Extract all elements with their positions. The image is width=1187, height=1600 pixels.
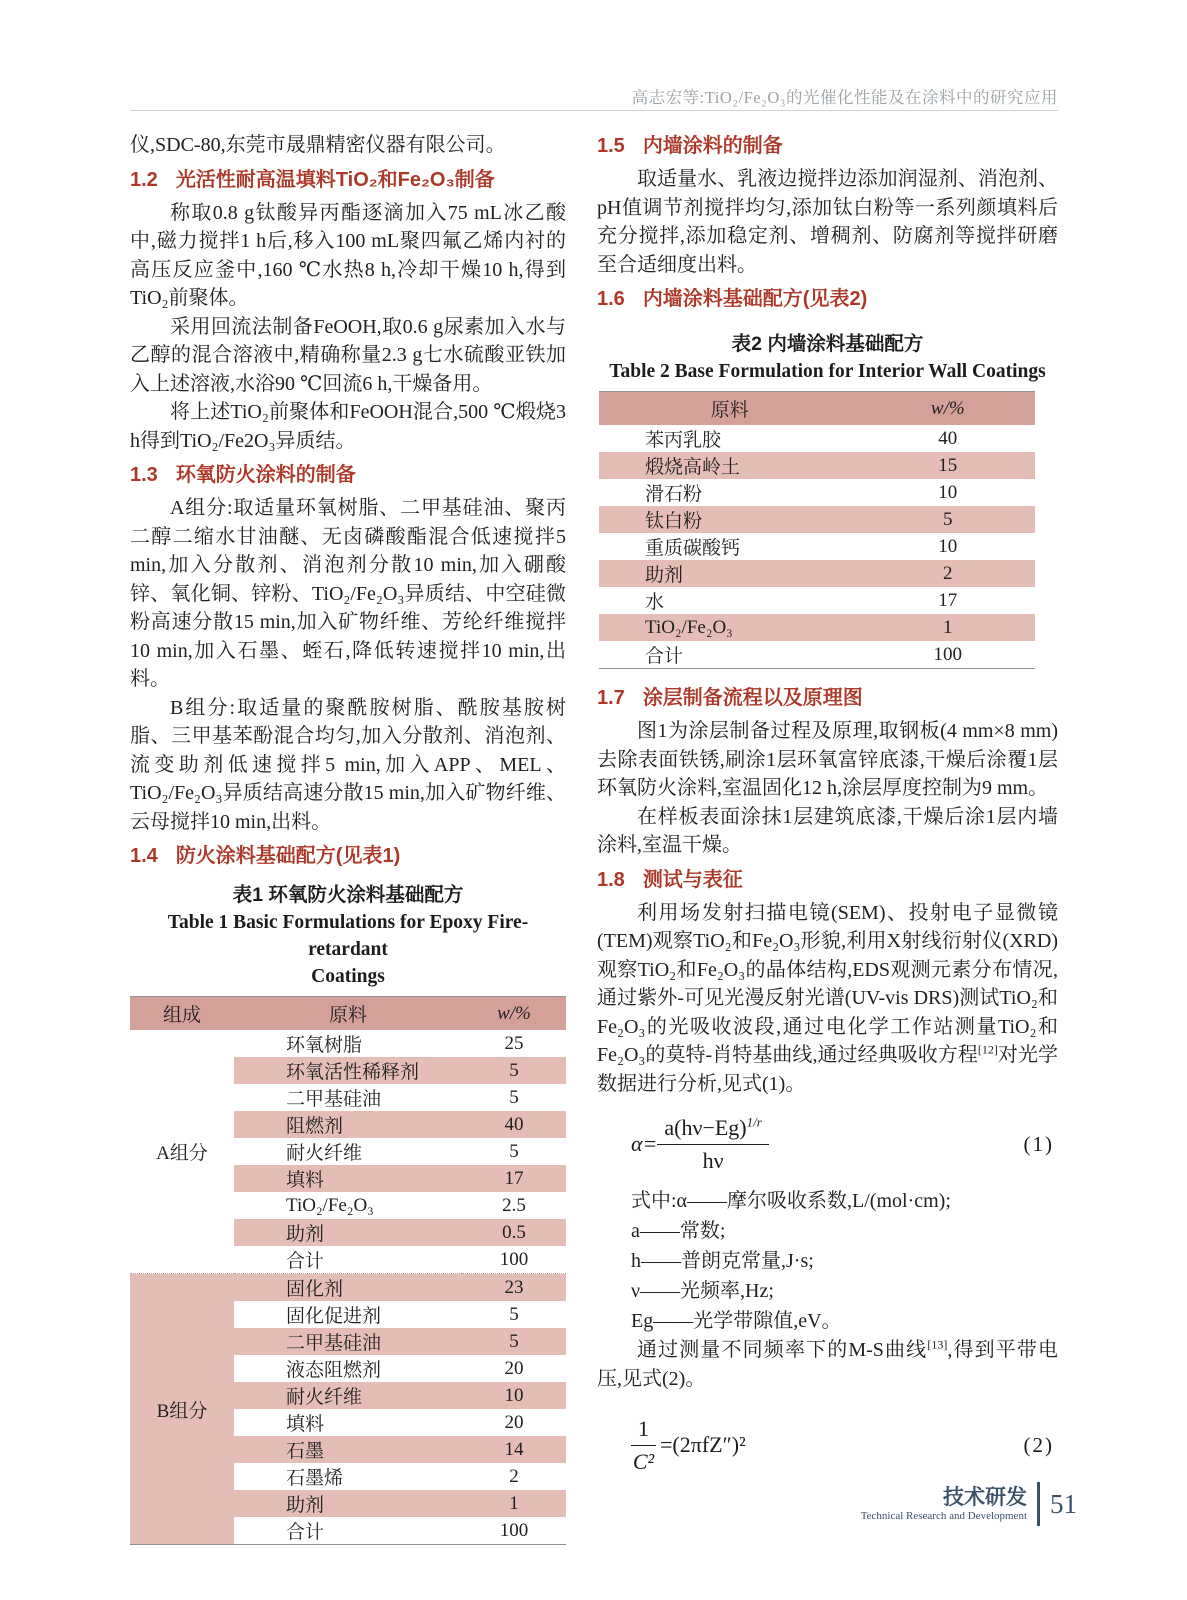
table-cell: 2: [509, 1465, 519, 1487]
table-cell: 5: [462, 1328, 566, 1355]
definition-line: ν——光频率,Hz;: [631, 1280, 774, 1302]
table-row: [599, 533, 1035, 560]
table2-caption-en: Table 2 Base Formulation for Interior Wall Coatings: [609, 361, 1046, 382]
fraction: [631, 1415, 656, 1475]
table2-header-cell: w/%: [861, 392, 1035, 426]
group-a-label: A组分: [156, 1143, 208, 1164]
table-cell: 石墨: [234, 1436, 462, 1463]
table-cell: 石墨烯: [286, 1468, 344, 1489]
table-cell: 滑石粉: [645, 484, 703, 505]
group-b-label: B组分: [130, 1274, 234, 1545]
table-cell: 20: [504, 1357, 524, 1379]
table-cell: 助剂: [234, 1219, 462, 1246]
numerator-exponent: 1/r: [746, 1114, 762, 1130]
table-cell: 15: [861, 452, 1035, 479]
equation-number: (1): [1023, 1131, 1054, 1156]
section-title: 内墙涂料基础配方(见表2): [642, 288, 868, 310]
table-cell: 0.5: [462, 1219, 566, 1246]
section-heading-1-5: [597, 131, 1058, 161]
equation-number: (2): [1023, 1432, 1054, 1457]
fraction: [657, 1114, 768, 1174]
section-title: 防火涂料基础配方(见表1): [175, 845, 401, 867]
reference-superscript: [12]: [977, 1042, 998, 1057]
definition-line: h——普朗克常量,J·s;: [631, 1250, 814, 1272]
table-cell: 100: [499, 1519, 529, 1541]
table1-caption-en: Table 1 Basic Formulations for Epoxy Fire-retardant: [167, 912, 529, 960]
table-row: [130, 1274, 566, 1302]
section-title: 内墙涂料的制备: [642, 135, 783, 157]
section-number: 1.6: [597, 288, 625, 310]
paragraph: 称取0.8 g钛酸异丙酯逐滴加入75 mL冰乙酸中,磁力搅拌1 h后,移入100 mL聚四氟乙烯内衬的高压反应釜中,160 ℃水热8 h,冷却干燥10 h,得到TiO₂前聚体。: [130, 201, 566, 309]
header-rule: [130, 110, 1058, 111]
paragraph-text: 通过测量不同频率下的M-S曲线: [637, 1339, 928, 1361]
table-row: [599, 425, 1035, 452]
table-cell: 10: [462, 1382, 566, 1409]
table-cell: 14: [462, 1436, 566, 1463]
paragraph-text: 利用场发射扫描电镜(SEM)、投射电子显微镜(TEM)观察TiO₂和Fe₂O₃形貌,利用X射线衍射仪(XRD)观察TiO₂和Fe₂O₃的晶体结构,EDS观测元素分布情况,通过紫外-可见光漫反射光谱(UV-vis DRS)测试TiO₂和Fe₂O₃的光吸收波段,通过电化学工作站测量TiO₂和Fe₂O₃的莫特-肖特基曲线,通过经典吸收方程: [597, 901, 1058, 1066]
section-number: 1.4: [130, 845, 158, 867]
table-cell: 耐火纤维: [286, 1143, 363, 1164]
paragraph-text: 对光学数据进行分析,见式(1)。: [597, 1044, 1058, 1095]
table-cell: 20: [504, 1411, 524, 1433]
table-cell: 合计: [286, 1251, 325, 1272]
equation-lhs: α=: [631, 1131, 658, 1156]
footer-label-en: Technical Research and Development: [860, 1509, 1027, 1522]
table-cell: 重质碳酸钙: [645, 538, 741, 559]
paragraph: 图1为涂层制备过程及原理,取钢板(4 mm×8 mm)去除表面铁锈,刷涂1层环氧富锌底漆,干燥后涂覆1层环氧防火涂料,室温固化12 h,涂层厚度控制为9 mm。: [597, 720, 1058, 799]
section-title: 环氧防火涂料的制备: [175, 464, 356, 486]
section-number: 1.8: [597, 868, 625, 891]
definition-line: a——常数;: [631, 1220, 726, 1242]
table-cell: 23: [462, 1274, 566, 1302]
table-row: [599, 641, 1035, 669]
paragraph: 仪,SDC-80,东莞市晟鼎精密仪器有限公司。: [130, 134, 506, 156]
table-cell: 17: [938, 589, 958, 611]
section-title: 光活性耐高温填料TiO₂和Fe₂O₃制备: [175, 168, 495, 191]
paragraph: 在样板表面涂抹1层建筑底漆,干燥后涂1层内墙涂料,室温干燥。: [597, 805, 1058, 856]
numerator-base: a(hν−Eg): [664, 1115, 747, 1140]
table-row: [599, 452, 1035, 479]
table-cell: 2.5: [502, 1194, 526, 1216]
table-cell: 1: [462, 1490, 566, 1517]
table-cell: 环氧树脂: [286, 1035, 363, 1056]
column-left: [130, 131, 566, 1545]
table-cell: 100: [933, 643, 963, 665]
table-row: [130, 1030, 566, 1057]
paragraph: A组分:取适量环氧树脂、二甲基硅油、聚丙二醇二缩水甘油醚、无卤磷酸酯混合低速搅拌5 min,加入分散剂、消泡剂分散10 min,加入硼酸锌、氧化铜、锌粉、TiO₂/Fe₂O₃异质结、中空硅微粉高速分散15 min,加入矿物纤维、芳纶纤维搅拌10 min,加入石墨、蛭石,降低转速搅拌10 min,出料。: [130, 497, 566, 690]
section-heading-1-3: [130, 460, 566, 490]
table-row: [599, 587, 1035, 614]
table-cell: 水: [645, 592, 665, 613]
table-cell: 2: [861, 560, 1035, 587]
section-title: 测试与表征: [642, 868, 743, 891]
table-cell: 二甲基硅油: [234, 1328, 462, 1355]
section-heading-1-7: [597, 683, 1058, 713]
footer-divider-bar: [1037, 1482, 1040, 1526]
fraction-numerator: 1: [631, 1415, 656, 1446]
section-number: 1.5: [597, 135, 625, 157]
definition-line: 式中:α——摩尔吸收系数,L/(mol·cm);: [631, 1190, 951, 1212]
equation-1: [631, 1114, 1058, 1174]
reference-superscript: [13]: [927, 1337, 948, 1352]
paragraph: [597, 1336, 1058, 1393]
table-cell: 钛白粉: [599, 506, 861, 533]
footer-label-zh: 技术研发: [943, 1485, 1027, 1509]
table-cell: 10: [938, 481, 958, 503]
section-number: 1.7: [597, 687, 625, 709]
table-row: [599, 614, 1035, 641]
table2-interior-wall-formulation: [599, 391, 1035, 669]
table-cell: 阻燃剂: [234, 1111, 462, 1138]
table1-epoxy-formulation: [130, 996, 566, 1545]
table-cell: 10: [938, 535, 958, 557]
definition-line: Eg——光学带隙值,eV。: [631, 1310, 842, 1332]
table-cell: 二甲基硅油: [286, 1089, 382, 1110]
paragraph: 将上述TiO₂前聚体和FeOOH混合,500 ℃煅烧3 h得到TiO₂/Fe2O₃异质结。: [130, 401, 566, 452]
table-cell: 25: [504, 1032, 524, 1054]
table-cell: 17: [462, 1165, 566, 1192]
table-row: [599, 506, 1035, 533]
paragraph: 取适量水、乳液边搅拌边添加润湿剂、消泡剂、pH值调节剂搅拌均匀,添加钛白粉等一系列颜填料后充分搅拌,添加稳定剂、增稠剂、防腐剂等搅拌研磨至合适细度出料。: [597, 168, 1058, 276]
table-cell: 填料: [286, 1414, 325, 1435]
table-cell: 耐火纤维: [234, 1382, 462, 1409]
table-row: [599, 560, 1035, 587]
section-title: 涂层制备流程以及原理图: [642, 687, 863, 709]
table-cell: 5: [861, 506, 1035, 533]
table-cell: 环氧活性稀释剂: [234, 1057, 462, 1084]
table2-header-cell: 原料: [599, 392, 861, 426]
table-cell: TiO₂/Fe₂O₃: [599, 614, 861, 641]
table-cell: 5: [509, 1303, 519, 1325]
fraction-denominator: hν: [702, 1147, 724, 1173]
table-cell: 100: [499, 1248, 529, 1270]
fraction-numerator: [657, 1114, 768, 1145]
section-heading-1-8: [597, 865, 1058, 895]
table1-header-cell: 原料: [234, 997, 462, 1031]
equation-rhs: =(2πfZ″)²: [660, 1432, 746, 1457]
page-number: 51: [1050, 1488, 1077, 1519]
table-cell: 液态阻燃剂: [286, 1360, 382, 1381]
fraction-denominator: C²: [632, 1448, 655, 1474]
table2-caption-zh: 表2 内墙涂料基础配方: [731, 333, 924, 355]
table-cell: 40: [938, 427, 958, 449]
table-cell: 苯丙乳胶: [645, 430, 722, 451]
paragraph-text: ,得到平带电压,见式(2)。: [597, 1339, 1059, 1390]
equation-2: [631, 1415, 1058, 1475]
table-cell: 助剂: [234, 1490, 462, 1517]
table-cell: 煅烧高岭土: [599, 452, 861, 479]
section-heading-1-4: [130, 841, 566, 871]
table-cell: 5: [509, 1086, 519, 1108]
table-cell: 助剂: [599, 560, 861, 587]
paragraph: [597, 899, 1058, 1099]
table2-header-row: [599, 392, 1035, 426]
table1-caption-zh: 表1 环氧防火涂料基础配方: [232, 884, 464, 906]
section-number: 1.2: [130, 168, 158, 191]
table-cell: 5: [509, 1140, 519, 1162]
table1-header-cell: 组成: [130, 997, 234, 1031]
table1-header-cell: w/%: [462, 997, 566, 1031]
paragraph: 采用回流法制备FeOOH,取0.6 g尿素加入水与乙醇的混合溶液中,精确称量2.3 g七水硫酸亚铁加入上述溶液,水浴90 ℃回流6 h,干燥备用。: [130, 315, 566, 395]
table1-header-row: [130, 997, 566, 1031]
table-cell: 填料: [234, 1165, 462, 1192]
footer-section-label: [861, 1486, 1027, 1523]
table-cell: 1: [861, 614, 1035, 641]
table-cell: 合计: [286, 1522, 325, 1543]
section-heading-1-2: [130, 165, 566, 195]
table-cell: 固化促进剂: [286, 1306, 382, 1327]
running-head: 高志宏等:TiO₂/Fe₂O₃的光催化性能及在涂料中的研究应用: [631, 88, 1058, 107]
table-cell: 固化剂: [234, 1274, 462, 1302]
section-heading-1-6: [597, 284, 1058, 314]
table-cell: 40: [462, 1111, 566, 1138]
table-cell: TiO₂/Fe₂O₃: [286, 1194, 374, 1216]
section-number: 1.3: [130, 464, 158, 486]
table-cell: 5: [462, 1057, 566, 1084]
table-cell: 合计: [645, 646, 684, 667]
table1-caption-en2: Coatings: [311, 966, 385, 987]
table-row: [599, 479, 1035, 506]
column-right: [597, 131, 1058, 1487]
paragraph: B组分:取适量的聚酰胺树脂、酰胺基胺树脂、三甲基苯酚混合均匀,加入分散剂、消泡剂、流变助剂低速搅拌5 min,加入APP、MEL、TiO₂/Fe₂O₃异质结高速分散15 min,加入矿物纤维、云母搅拌10 min,出料。: [130, 696, 566, 833]
page-footer: [861, 1482, 1077, 1526]
